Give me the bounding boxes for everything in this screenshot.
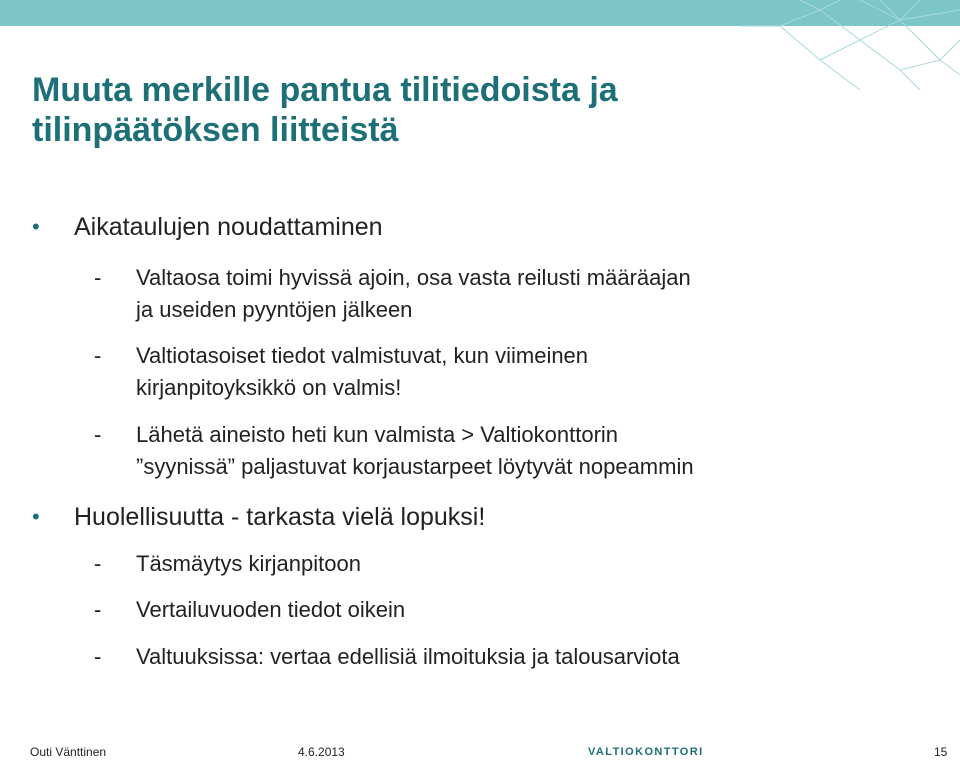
title-line: tilinpäätöksen liitteistä: [32, 111, 399, 149]
dash-marker: -: [94, 597, 102, 622]
sub-line: ”syynissä” paljastuvat korjaustarpeet löytyvät nopeammin: [136, 454, 694, 479]
bullet-dot: •: [32, 504, 40, 529]
page-number: 15: [934, 745, 948, 759]
bullet-text: Huolellisuutta - tarkasta vielä lopuksi!: [74, 503, 486, 531]
sub-line: Täsmäytys kirjanpitoon: [136, 551, 361, 576]
sub-line: Valtuuksissa: vertaa edellisiä ilmoituksia ja talousarviota: [136, 644, 680, 669]
bullet-text: Aikataulujen noudattaminen: [74, 213, 383, 241]
slide-title: [32, 70, 912, 150]
title-line: Muuta merkille pantua tilitiedoista ja: [32, 71, 618, 109]
sub-line: ja useiden pyyntöjen jälkeen: [136, 297, 413, 322]
valtiokonttori-logo: VALTIOKONTTORI: [588, 746, 704, 758]
sub-line: Valtaosa toimi hyvissä ajoin, osa vasta reilusti määräajan: [136, 265, 691, 290]
dash-marker: -: [94, 265, 102, 290]
footer-date: 4.6.2013: [298, 745, 345, 759]
dash-marker: -: [94, 422, 102, 447]
sub-line: kirjanpitoyksikkö on valmis!: [136, 375, 402, 400]
dash-marker: -: [94, 551, 102, 576]
bullet-dot: •: [32, 214, 40, 239]
sub-line: Vertailuvuoden tiedot oikein: [136, 597, 406, 622]
dash-marker: -: [94, 644, 102, 669]
dash-marker: -: [94, 343, 102, 368]
sub-line: Valtiotasoiset tiedot valmistuvat, kun viimeinen: [136, 343, 589, 368]
footer-author: Outi Vänttinen: [30, 745, 107, 759]
sub-line: Lähetä aineisto heti kun valmista > Valtiokonttorin: [136, 422, 619, 447]
